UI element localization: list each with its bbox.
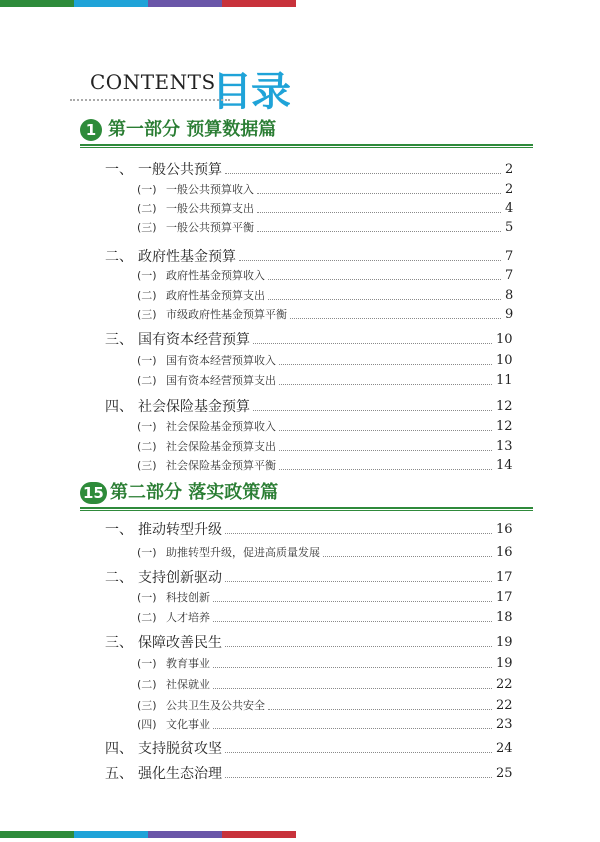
toc-entry-page-number: 25 [496,766,513,781]
toc-dot-leader [279,364,492,365]
toc-dot-leader [253,343,492,344]
toc-entry-number: (二) [137,678,157,691]
toc-entry-page-number: 16 [496,522,513,537]
toc-section-entry[interactable] [0,765,600,783]
header-dotted-rule [70,99,230,101]
contents-word: CONTENTS [90,70,216,94]
toc-entry-label: 一般公共预算支出 [166,202,254,215]
toc-subsection-entry[interactable] [0,306,600,324]
toc-entry-number: (三) [137,699,157,712]
toc-entry-page-number: 18 [496,610,513,625]
toc-dot-leader [213,688,492,689]
toc-dot-leader [279,469,492,470]
toc-entry-number: (三) [137,221,157,234]
contents-title-cn: 目录 [212,69,290,115]
toc-entry-number: 一、 [105,522,133,538]
toc-entry-number: 四、 [105,741,133,757]
toc-subsection-entry[interactable] [0,287,600,305]
toc-entry-page-number: 2 [505,162,514,177]
toc-entry-page-number: 2 [505,182,514,197]
toc-entry-label: 社保就业 [166,678,210,691]
toc-entry-number: (一) [137,591,157,604]
toc-entry-page-number: 8 [505,288,514,303]
part-1-title: 第一部分 预算数据篇 [108,119,277,140]
toc-entry-page-number: 17 [496,590,513,605]
color-segment-purple [148,0,222,7]
color-segment-purple [148,831,222,838]
toc-subsection-entry[interactable] [0,589,600,607]
toc-dot-leader [225,173,501,174]
toc-entry-label: 一般公共预算平衡 [166,221,254,234]
toc-entry-page-number: 22 [496,698,513,713]
toc-subsection-entry[interactable] [0,267,600,285]
toc-entry-page-number: 4 [505,201,514,216]
contents-header [86,62,326,115]
toc-entry-label: 人才培养 [166,611,210,624]
toc-section-entry[interactable] [0,634,600,652]
toc-entry-label: 国有资本经营预算支出 [166,374,276,387]
toc-dot-leader [268,279,501,280]
toc-entry-page-number: 17 [496,570,513,585]
toc-subsection-entry[interactable] [0,697,600,715]
toc-entry-number: (二) [137,289,157,302]
toc-entry-label: 推动转型升级 [138,522,222,538]
toc-entry-page-number: 7 [505,268,514,283]
toc-dot-leader [253,410,492,411]
toc-dot-leader [225,752,492,753]
toc-entry-page-number: 9 [505,307,514,322]
toc-subsection-entry[interactable] [0,372,600,390]
toc-entry-number: 一、 [105,162,133,178]
toc-dot-leader [239,260,501,261]
toc-entry-page-number: 13 [496,439,513,454]
toc-entry-number: 五、 [105,766,133,782]
toc-entry-label: 政府性基金预算支出 [166,289,265,302]
part-1-heading[interactable] [80,118,533,148]
toc-entry-number: (二) [137,440,157,453]
toc-entry-number: 二、 [105,570,133,586]
toc-entry-number: 三、 [105,635,133,651]
toc-entry-page-number: 22 [496,677,513,692]
toc-entry-label: 教育事业 [166,657,210,670]
toc-entry-page-number: 5 [505,220,514,235]
toc-entry-label: 文化事业 [166,718,210,731]
toc-dot-leader [323,556,492,557]
toc-entry-number: (二) [137,202,157,215]
toc-section-entry[interactable] [0,521,600,539]
toc-subsection-entry[interactable] [0,609,600,627]
toc-dot-leader [225,581,492,582]
part-2-badge: 15 [80,482,107,504]
toc-entry-page-number: 23 [496,717,513,732]
toc-entry-number: 二、 [105,249,133,265]
toc-subsection-entry[interactable] [0,457,600,475]
toc-subsection-entry[interactable] [0,200,600,218]
toc-entry-number: (二) [137,611,157,624]
toc-dot-leader [213,728,492,729]
toc-dot-leader [225,777,492,778]
toc-entry-label: 科技创新 [166,591,210,604]
part-1-badge: 1 [80,119,102,141]
toc-entry-label: 保障改善民生 [138,635,222,651]
color-segment-green [0,831,74,838]
toc-entry-label: 国有资本经营预算 [138,332,250,348]
toc-entry-page-number: 10 [496,332,513,347]
toc-dot-leader [213,621,492,622]
toc-dot-leader [268,709,492,710]
toc-subsection-entry[interactable] [0,655,600,673]
toc-entry-page-number: 24 [496,741,513,756]
toc-entry-label: 国有资本经营预算收入 [166,354,276,367]
toc-entry-label: 一般公共预算 [138,162,222,178]
toc-subsection-entry[interactable] [0,716,600,734]
toc-entry-page-number: 12 [496,419,513,434]
toc-entry-page-number: 12 [496,399,513,414]
toc-section-entry[interactable] [0,740,600,758]
toc-entry-label: 市级政府性基金预算平衡 [166,308,287,321]
color-segment-blue [74,831,148,838]
bottom-color-bar [0,831,296,838]
toc-entry-label: 支持创新驱动 [138,570,222,586]
toc-entry-label: 政府性基金预算 [138,249,236,265]
toc-entry-label: 社会保险基金预算平衡 [166,459,276,472]
toc-entry-number: (一) [137,657,157,670]
toc-entry-number: 四、 [105,399,133,415]
toc-entry-label: 政府性基金预算收入 [166,269,265,282]
toc-subsection-entry[interactable] [0,219,600,237]
part-2-title: 第二部分 落实政策篇 [110,482,279,503]
toc-section-entry[interactable] [0,398,600,416]
toc-entry-number: (一) [137,354,157,367]
toc-entry-number: (三) [137,308,157,321]
toc-entry-page-number: 7 [505,249,514,264]
toc-entry-number: 三、 [105,332,133,348]
color-segment-red [222,0,296,7]
toc-entry-number: (一) [137,269,157,282]
toc-dot-leader [257,193,501,194]
toc-entry-page-number: 10 [496,353,513,368]
toc-dot-leader [257,212,501,213]
toc-subsection-entry[interactable] [0,181,600,199]
toc-entry-page-number: 19 [496,635,513,650]
toc-entry-label: 公共卫生及公共安全 [166,699,265,712]
top-color-bar [0,0,296,7]
toc-subsection-entry[interactable] [0,438,600,456]
part-2-heading[interactable] [80,481,533,511]
toc-subsection-entry[interactable] [0,352,600,370]
toc-dot-leader [257,231,501,232]
toc-entry-label: 强化生态治理 [138,766,222,782]
toc-dot-leader [279,384,492,385]
toc-entry-page-number: 14 [496,458,513,473]
toc-dot-leader [279,450,492,451]
color-segment-blue [74,0,148,7]
toc-section-entry[interactable] [0,331,600,349]
color-segment-green [0,0,74,7]
toc-section-entry[interactable] [0,248,600,266]
toc-entry-label: 一般公共预算收入 [166,183,254,196]
toc-entry-label: 助推转型升级，促进高质量发展 [166,546,320,559]
toc-dot-leader [213,667,492,668]
part-2-rule [80,507,533,511]
toc-entry-label: 社会保险基金预算 [138,399,250,415]
toc-subsection-entry[interactable] [0,418,600,436]
toc-entry-number: (一) [137,420,157,433]
toc-entry-label: 社会保险基金预算收入 [166,420,276,433]
toc-entry-page-number: 16 [496,545,513,560]
toc-entry-number: (三) [137,459,157,472]
toc-section-entry[interactable] [0,569,600,587]
toc-subsection-entry[interactable] [0,676,600,694]
toc-entry-number: (一) [137,183,157,196]
toc-dot-leader [213,601,492,602]
toc-section-entry[interactable] [0,161,600,179]
toc-entry-page-number: 19 [496,656,513,671]
toc-entry-page-number: 11 [496,373,513,388]
toc-dot-leader [279,430,492,431]
toc-dot-leader [290,318,501,319]
toc-dot-leader [268,299,501,300]
part-1-rule [80,144,533,148]
toc-entry-label: 社会保险基金预算支出 [166,440,276,453]
toc-entry-number: (二) [137,374,157,387]
toc-subsection-entry[interactable] [0,544,600,562]
toc-entry-label: 支持脱贫攻坚 [138,741,222,757]
toc-entry-number: (四) [137,718,157,731]
toc-entry-number: (一) [137,546,157,559]
toc-dot-leader [225,533,492,534]
color-segment-red [222,831,296,838]
toc-dot-leader [225,646,492,647]
